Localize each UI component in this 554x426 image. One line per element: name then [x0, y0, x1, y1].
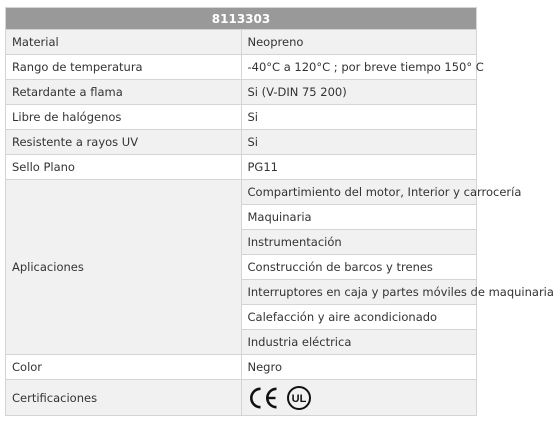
row-value: Si	[241, 105, 477, 130]
certification-icons	[248, 385, 471, 411]
ce-mark-icon	[248, 386, 280, 410]
table-row	[6, 80, 477, 105]
application-item: Interruptores en caja y partes móviles de maquinaria	[241, 280, 477, 305]
row-label: Resistente a rayos UV	[6, 130, 242, 155]
row-value: PG11	[241, 155, 477, 180]
ul-mark-text: UL	[291, 392, 306, 405]
row-value: -40°C a 120°C ; por breve tiempo 150° C	[241, 55, 477, 80]
table-row	[6, 155, 477, 180]
table-row	[6, 105, 477, 130]
application-item: Compartimiento del motor, Interior y carrocería	[241, 180, 477, 205]
row-label: Retardante a flama	[6, 80, 242, 105]
table-row	[6, 30, 477, 55]
row-label: Color	[6, 355, 242, 380]
row-value: Neopreno	[241, 30, 477, 55]
ul-listed-icon	[286, 385, 312, 411]
table-title: 8113303	[6, 8, 477, 30]
row-label: Libre de halógenos	[6, 105, 242, 130]
table-row	[6, 55, 477, 80]
application-item: Instrumentación	[241, 230, 477, 255]
table-row	[6, 355, 477, 380]
table-row	[6, 130, 477, 155]
row-value: Si	[241, 130, 477, 155]
application-item: Calefacción y aire acondicionado	[241, 305, 477, 330]
row-value: Negro	[241, 355, 477, 380]
certifications-cell	[241, 380, 477, 416]
table-row	[6, 180, 477, 205]
application-item: Maquinaria	[241, 205, 477, 230]
row-label: Rango de temperatura	[6, 55, 242, 80]
application-item: Industria eléctrica	[241, 330, 477, 355]
row-label: Certificaciones	[6, 380, 242, 416]
table-row	[6, 380, 477, 416]
application-item: Construcción de barcos y trenes	[241, 255, 477, 280]
applications-label: Aplicaciones	[6, 180, 242, 355]
row-value: Si (V-DIN 75 200)	[241, 80, 477, 105]
row-label: Material	[6, 30, 242, 55]
row-label: Sello Plano	[6, 155, 242, 180]
spec-table	[5, 7, 554, 416]
